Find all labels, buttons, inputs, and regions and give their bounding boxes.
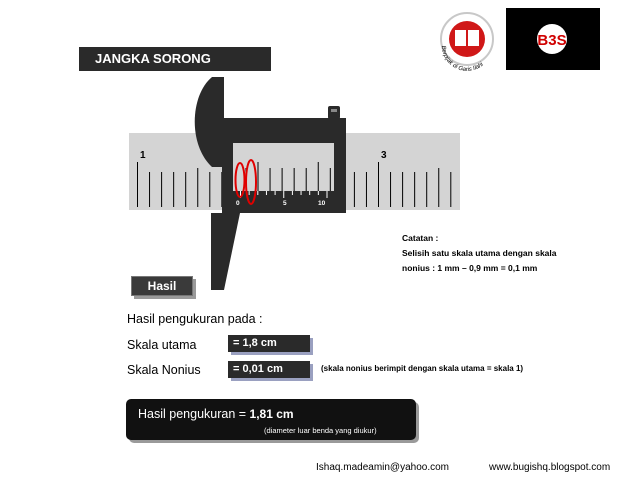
vernier-scale-value: = 0,01 cm bbox=[228, 361, 310, 378]
result-box bbox=[126, 399, 416, 440]
note-line: Selisih satu skala utama dengan skala bbox=[402, 248, 557, 258]
vernier-number: 10 bbox=[318, 200, 326, 207]
note-line: nonius : 1 mm – 0,9 mm = 0,1 mm bbox=[402, 263, 538, 273]
footer-email: Ishaq.madeamin@yahoo.com bbox=[316, 462, 449, 473]
result-description: (diameter luar benda yang diukur) bbox=[264, 426, 377, 435]
hasil-label: Hasil bbox=[131, 276, 193, 296]
result-value: 1,81 cm bbox=[249, 407, 294, 421]
main-scale-number: 3 bbox=[381, 150, 387, 161]
vernier-note: (skala nonius berimpit dengan skala utama = skala 1) bbox=[321, 364, 524, 373]
footer-website: www.bugishq.blogspot.com bbox=[489, 462, 611, 473]
vernier-number: 5 bbox=[283, 200, 287, 207]
measurement-intro: Hasil pengukuran pada : bbox=[127, 312, 263, 326]
vernier-scale-label: Skala Nonius bbox=[127, 363, 201, 377]
result-label: Hasil pengukuran = bbox=[138, 407, 250, 421]
note-text bbox=[402, 231, 622, 276]
logo-ring-text: Berpijak di Garis Ilahi bbox=[439, 45, 485, 74]
logo-emblem-text: B3S bbox=[537, 32, 567, 49]
lower-jaw bbox=[211, 213, 240, 290]
note-heading: Catatan : bbox=[402, 233, 439, 243]
main-scale-label: Skala utama bbox=[127, 338, 197, 352]
vernier-number: 0 bbox=[236, 200, 240, 207]
main-scale-number: 1 bbox=[140, 150, 146, 161]
main-scale-value: = 1,8 cm bbox=[228, 335, 310, 352]
page-title: JANGKA SORONG bbox=[79, 47, 271, 71]
